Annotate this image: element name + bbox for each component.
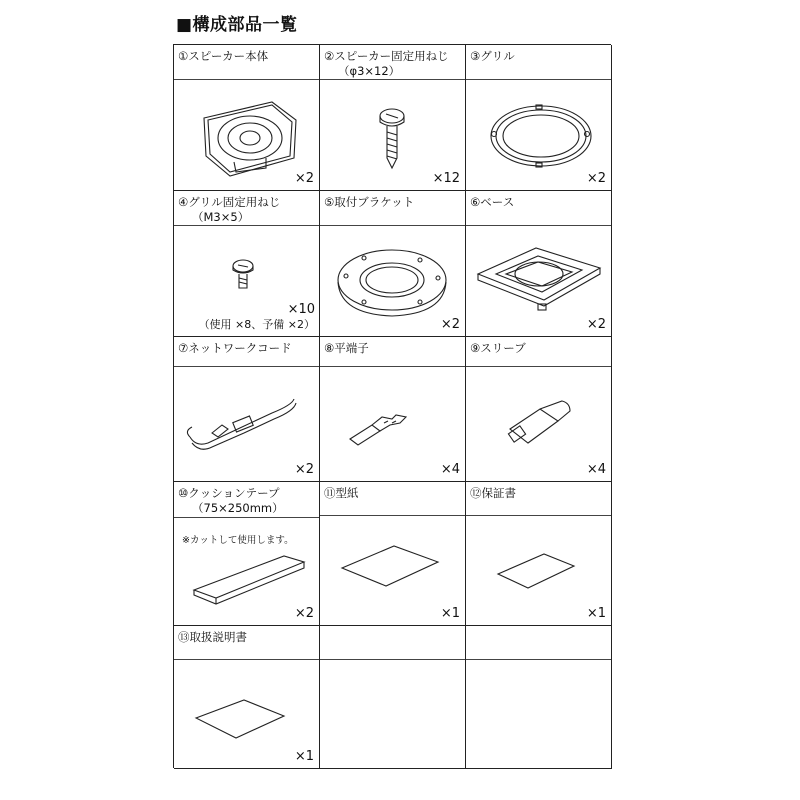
- part-label: ②スピーカー固定用ねじ （φ3×12）: [320, 45, 465, 80]
- part-label: ⑥ベース: [466, 191, 611, 226]
- empty-cell: [320, 626, 466, 769]
- empty-cell: [466, 626, 612, 769]
- part-cell: [466, 45, 612, 191]
- small-screw-icon: [174, 226, 320, 306]
- part-cell: [320, 482, 466, 626]
- part-label: ⑤取付ブラケット: [320, 191, 465, 226]
- part-label: ①スピーカー本体: [174, 45, 319, 80]
- part-cell: [320, 191, 466, 337]
- part-quantity: ×1: [294, 749, 314, 764]
- part-cell: [320, 45, 466, 191]
- part-label: ⑦ネットワークコード: [174, 337, 319, 367]
- part-cell: [174, 482, 320, 626]
- part-cell: [466, 337, 612, 482]
- terminal-icon: [320, 367, 466, 477]
- part-label: ③グリル: [466, 45, 611, 80]
- part-label: ⑪型紙: [320, 482, 465, 516]
- part-label: ⑩クッションテープ （75×250mm）: [174, 482, 319, 518]
- empty-label-row: [320, 626, 465, 660]
- part-note: ※カットして使用します。: [182, 535, 294, 546]
- cord-icon: [174, 367, 320, 477]
- part-quantity: ×4: [586, 462, 606, 477]
- part-quantity: ×2: [294, 462, 314, 477]
- part-label: ⑫保証書: [466, 482, 611, 516]
- part-quantity: ×2: [294, 606, 314, 621]
- part-quantity: ×2: [586, 171, 606, 186]
- part-label: ⑨スリーブ: [466, 337, 611, 367]
- part-cell: [466, 191, 612, 337]
- part-quantity: ×2: [586, 317, 606, 332]
- part-cell: [174, 45, 320, 191]
- part-quantity-note: （使用 ×8、予備 ×2）: [198, 318, 315, 331]
- part-quantity: ×1: [586, 606, 606, 621]
- page-title: ■構成部品一覧: [176, 15, 298, 35]
- part-label: ④グリル固定用ねじ （M3×5）: [174, 191, 319, 226]
- empty-label-row: [466, 626, 611, 660]
- part-quantity: ×1: [440, 606, 460, 621]
- part-cell: [320, 337, 466, 482]
- part-quantity: ×12: [432, 171, 460, 186]
- part-cell: [466, 482, 612, 626]
- parts-table: [173, 44, 611, 768]
- part-cell: [174, 191, 320, 337]
- part-quantity: ×2: [294, 171, 314, 186]
- part-cell: [174, 337, 320, 482]
- part-label: ⑬取扱説明書: [174, 626, 319, 660]
- part-quantity: ×2: [440, 317, 460, 332]
- part-quantity: ×10 （使用 ×8、予備 ×2）: [198, 302, 315, 331]
- part-label: ⑧平端子: [320, 337, 465, 367]
- part-quantity: ×4: [440, 462, 460, 477]
- sleeve-icon: [466, 367, 612, 477]
- part-cell: [174, 626, 320, 769]
